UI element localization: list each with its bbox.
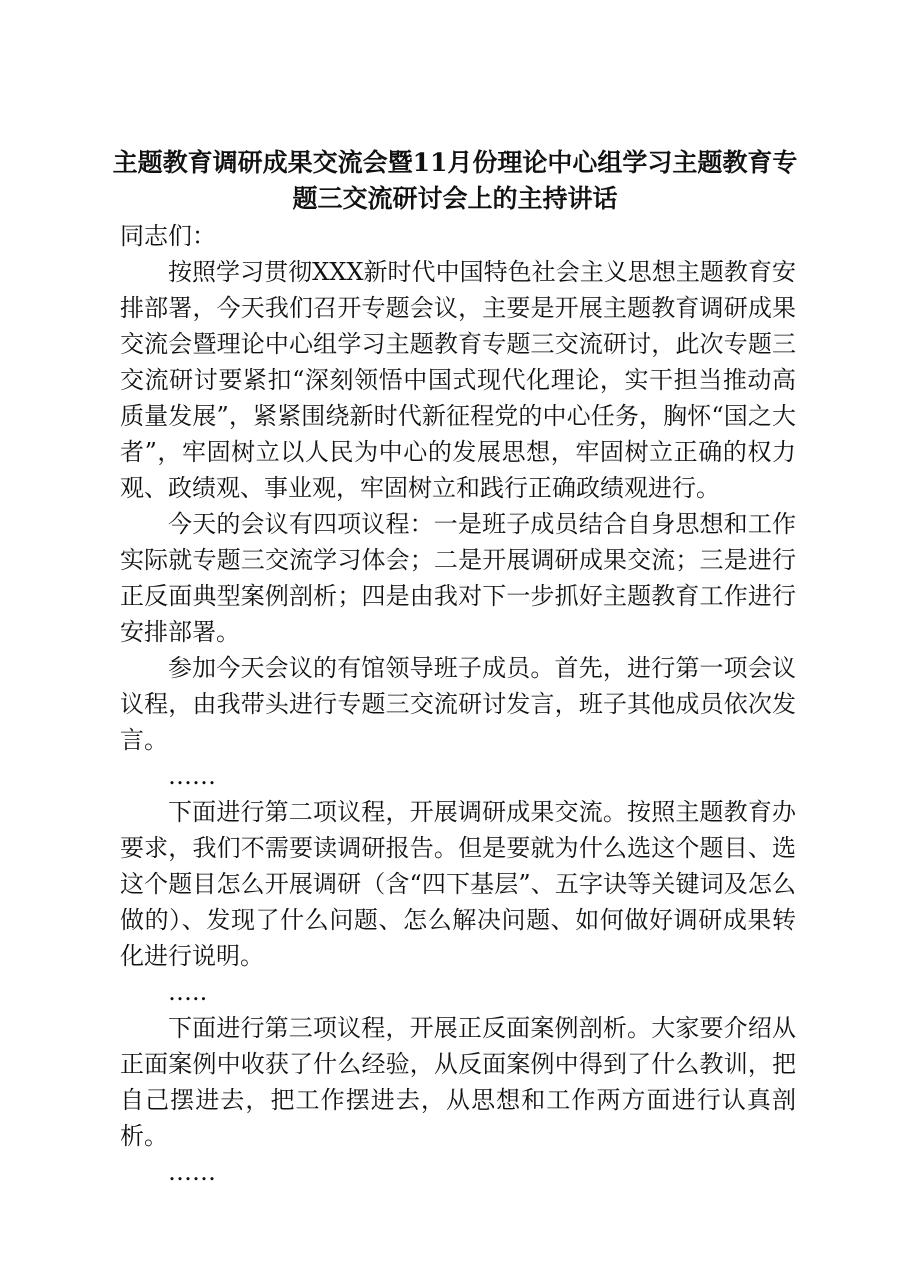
paragraph-first-item: 参加今天会议的有馆领导班子成员。首先，进行第一项会议议程，由我带头进行专题三交流研讨发言，班子其他成员依次发言。 bbox=[120, 654, 796, 754]
paragraph-third-item: 下面进行第三项议程，开展正反面案例剖析。大家要介绍从正面案例中收获了什么经验，从反面案例中得到了什么教训，把自己摆进去，把工作摆进去，从思想和工作两方面进行认真剖析。 bbox=[120, 1014, 796, 1150]
paragraph-agenda: 今天的会议有四项议程：一是班子成员结合自身思想和工作实际就专题三交流学习体会；二是开展调研成果交流；三是进行正反面典型案例剖析；四是由我对下一步抓好主题教育工作进行安排部署。 bbox=[120, 510, 796, 646]
document-title: 主题教育调研成果交流会暨11月份理论中心组学习主题教育专题三交流研讨会上的主持讲话 bbox=[112, 148, 798, 213]
ellipsis-3: …… bbox=[168, 1158, 216, 1186]
paragraph-intro: 按照学习贯彻XXX新时代中国特色社会主义思想主题教育安排部署，今天我们召开专题会议，主要是开展主题教育调研成果交流会暨理论中心组学习主题教育专题三交流研讨，此次专题三交流研讨要紧扣“深刻领悟中国式现代化理论，实干担当推动高质量发展”，紧紧围绕新时代新征程党的中心任务，胸怀“国之大者”，牢固树立以人民为中心的发展思想，牢固树立正确的权力观、政绩观、事业观，牢固树立和践行正确政绩观进行。 bbox=[120, 258, 796, 502]
document-body bbox=[120, 218, 796, 1190]
paragraph-second-item: 下面进行第二项议程，开展调研成果交流。按照主题教育办要求，我们不需要读调研报告。但是要就为什么选这个题目、选这个题目怎么开展调研（含“四下基层”、五字诀等关键词及怎么做的）、发现了什么问题、怎么解决问题、如何做好调研成果转化进行说明。 bbox=[120, 798, 796, 970]
salutation: 同志们： bbox=[120, 222, 216, 250]
ellipsis-1: …… bbox=[168, 762, 216, 790]
ellipsis-2: ….. bbox=[168, 978, 208, 1006]
